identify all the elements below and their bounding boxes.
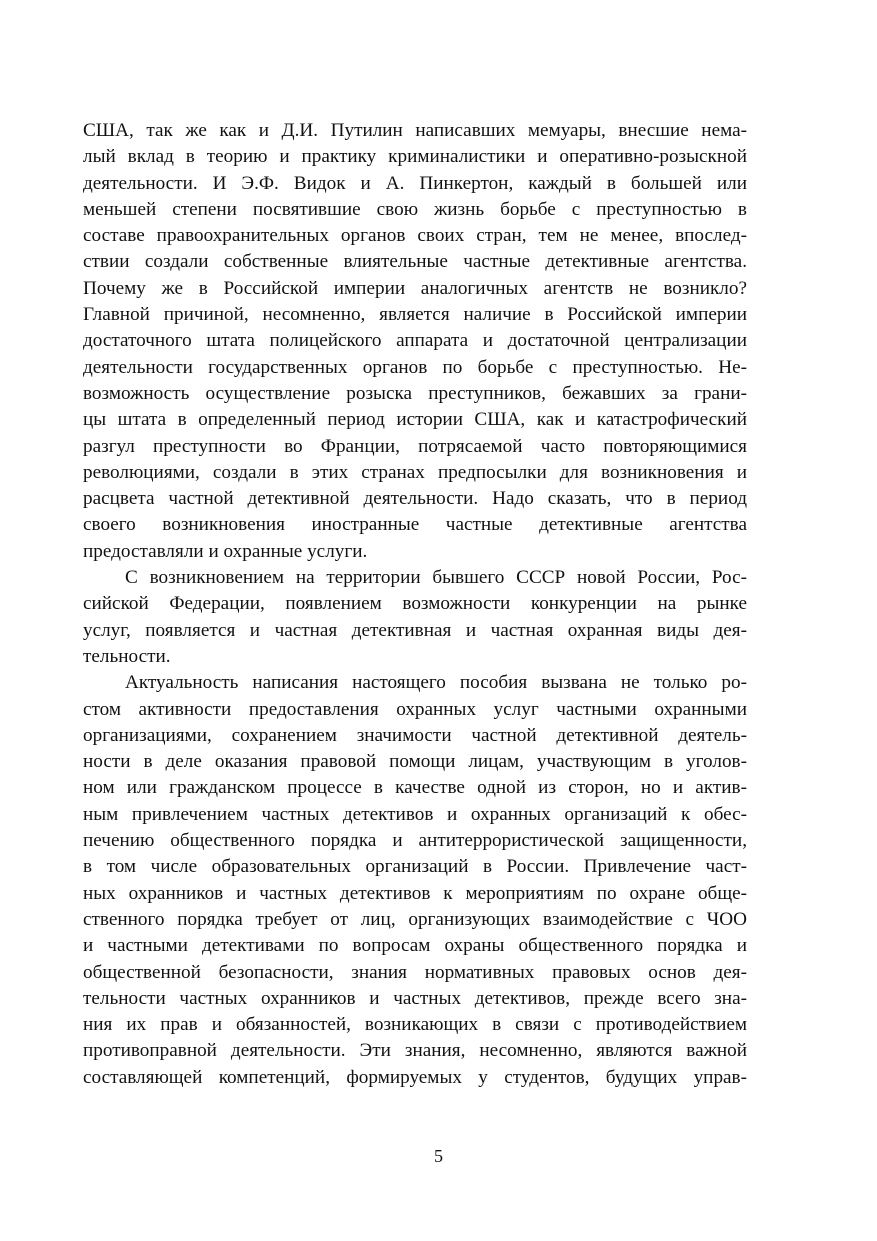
text-line: ным привлечением частных детективов и охранных организаций к обес-: [83, 803, 747, 825]
text-line: возможность осуществление розыска преступников, бежавших за грани-: [83, 382, 747, 404]
text-line: в том числе образовательных организаций в России. Привлечение част-: [83, 856, 747, 878]
text-line: услуг, появляется и частная детективная и частная охранная виды дея-: [83, 619, 747, 641]
text-line: меньшей степени посвятившие свою жизнь борьбе с преступностью в: [83, 198, 747, 220]
text-line: ствии создали собственные влиятельные частные детективные агентства.: [83, 251, 747, 273]
text-line: предоставляли и охранные услуги.: [83, 540, 368, 562]
text-line: ном или гражданском процессе в качестве одной из сторон, но и актив-: [83, 777, 747, 799]
page-number: 5: [434, 1146, 443, 1166]
text-line: тельности частных охранников и частных детективов, прежде всего зна-: [83, 987, 747, 1009]
text-line: цы штата в определенный период истории США, как и катастрофический: [83, 409, 747, 431]
text-line: деятельности. И Э.Ф. Видок и А. Пинкертон, каждый в большей или: [83, 172, 747, 194]
text-line: разгул преступности во Франции, потрясаемой часто повторяющимися: [83, 435, 747, 457]
text-line: расцвета частной детективной деятельности. Надо сказать, что в период: [83, 488, 747, 510]
text-line: стом активности предоставления охранных услуг частными охранными: [83, 698, 747, 720]
text-line: Почему же в Российской империи аналогичных агентств не возникло?: [83, 277, 747, 299]
paragraph-first-line: С возникновением на территории бывшего СССР новой России, Рос-: [125, 567, 747, 589]
text-line: организациями, сохранением значимости частной детективной деятель-: [83, 724, 747, 746]
paragraph-first-line: Актуальность написания настоящего пособия вызвана не только ро-: [125, 672, 747, 694]
text-line: сийской Федерации, появлением возможности конкуренции на рынке: [83, 593, 747, 615]
text-line: тельности.: [83, 645, 171, 667]
text-line: составляющей компетенций, формируемых у студентов, будущих управ-: [83, 1066, 747, 1088]
text-line: составе правоохранительных органов своих стран, тем не менее, впослед-: [83, 225, 747, 247]
text-line: общественной безопасности, знания нормативных правовых основ дея-: [83, 961, 747, 983]
text-line: своего возникновения иностранные частные детективные агентства: [83, 514, 747, 536]
text-line: достаточного штата полицейского аппарата и достаточной централизации: [83, 330, 747, 352]
text-line: США, так же как и Д.И. Путилин написавших мемуары, внесшие нема-: [83, 120, 747, 141]
text-line: ности в деле оказания правовой помощи лицам, участвующим в уголов-: [83, 751, 747, 773]
text-line: ных охранников и частных детективов к мероприятиям по охране обще-: [83, 882, 747, 904]
body-text: [83, 118, 747, 1091]
text-line: противоправной деятельности. Эти знания, несомненно, являются важной: [83, 1040, 747, 1062]
text-line: лый вклад в теорию и практику криминалистики и оперативно-розыскной: [83, 146, 747, 168]
text-line: ственного порядка требует от лиц, организующих взаимодействие с ЧОО: [83, 908, 747, 930]
text-line: деятельности государственных органов по борьбе с преступностью. Не-: [83, 356, 747, 378]
text-line: ния их прав и обязанностей, возникающих в связи с противодействием: [83, 1014, 747, 1036]
text-line: революциями, создали в этих странах предпосылки для возникновения и: [83, 461, 747, 483]
text-line: и частными детективами по вопросам охраны общественного порядка и: [83, 935, 747, 957]
text-line: Главной причиной, несомненно, является наличие в Российской империи: [83, 304, 747, 326]
text-line: печению общественного порядка и антитеррористической защищенности,: [83, 830, 747, 852]
